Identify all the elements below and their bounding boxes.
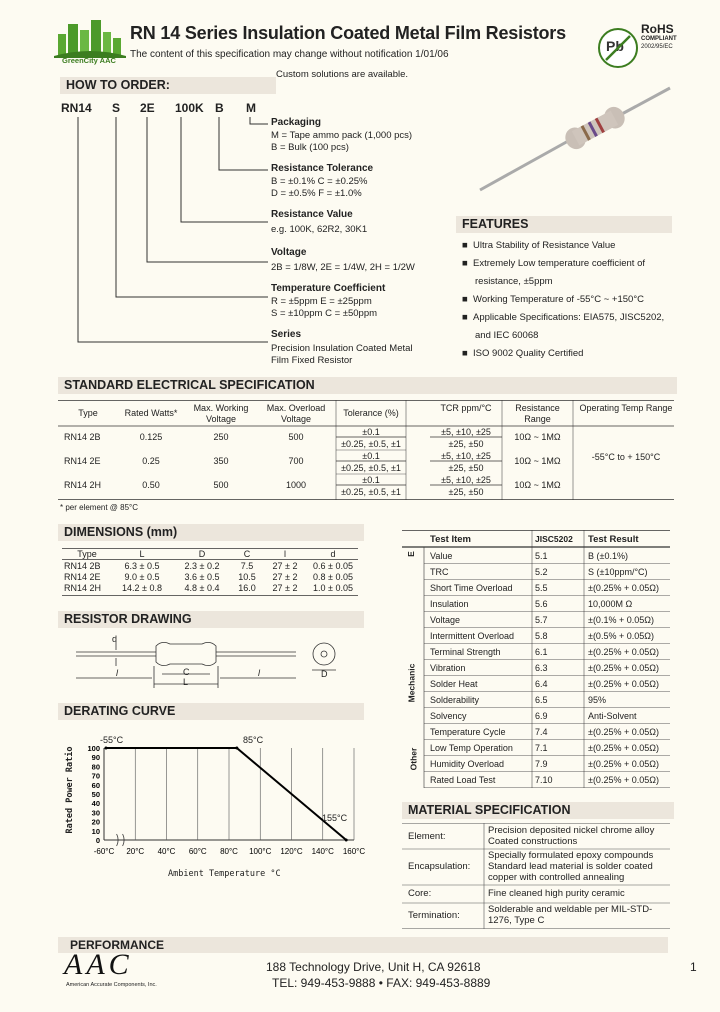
dim-row-D: 3.6 ± 0.5: [184, 572, 220, 582]
resistor-photo: [460, 80, 680, 200]
dim-row-C: 10.5: [238, 572, 256, 582]
test-result: ±(0.1% + 0.05Ω): [588, 615, 654, 625]
material-heading: [402, 802, 674, 819]
drawing-heading: [58, 611, 364, 628]
order-group-line: M = Tape ammo pack (1,000 pcs): [271, 130, 413, 141]
x-tick-label: 40°C: [157, 847, 176, 856]
custom-text: Custom solutions are available.: [276, 69, 409, 80]
y-tick-label: 90: [91, 753, 100, 763]
el-row-tol2: ±0.25, ±0.5, ±1: [341, 439, 401, 449]
feature-text: Ultra Stability of Resistance Value: [473, 240, 616, 251]
chart-label-hot: 85°C: [243, 735, 264, 745]
x-tick-label: 60°C: [188, 847, 207, 856]
drawing-label-l1: l: [116, 668, 118, 678]
el-col-temp: Operating Temp Range: [579, 403, 673, 413]
resistor-dimension-drawing: [66, 632, 362, 694]
el-row-tcr1: ±5, ±10, ±25: [441, 427, 491, 437]
material-line: Specially formulated epoxy compounds: [488, 850, 654, 861]
material-line: Standard lead material is solder coated: [488, 861, 653, 872]
dimensions-heading: [58, 524, 364, 541]
notice-text: The content of this specification may change without notification 1/01/06: [130, 49, 449, 60]
dim-col-type: Type: [77, 549, 97, 559]
test-item: Terminal Strength: [430, 647, 501, 657]
order-group-title: Temperature Coefficient: [271, 283, 386, 294]
material-line: Solderable and weldable per MIL-STD-: [488, 904, 653, 915]
test-jisc: 7.4: [535, 727, 548, 737]
order-code-tcr: S: [112, 101, 121, 115]
el-row-tcr2: ±25, ±50: [448, 487, 484, 497]
feature-item: ■ Applicable Specifications: EIA575, JISC5202,: [462, 312, 665, 323]
x-tick-label: 100°C: [249, 847, 272, 856]
x-tick-label: 20°C: [126, 847, 145, 856]
feature-item: ■ ISO 9002 Quality Certified: [462, 348, 584, 359]
drawing-title: RESISTOR DRAWING: [64, 612, 192, 626]
dim-row-l: 27 ± 2: [272, 561, 298, 571]
feature-item: ■ Working Temperature of -55°C ~ +150°C: [462, 294, 644, 305]
order-group-line: D = ±0.5% F = ±1.0%: [271, 188, 362, 199]
electrical-table: [58, 400, 674, 500]
el-col-working: Max. Working Voltage: [193, 403, 249, 424]
el-row-range: 10Ω ~ 1MΩ: [514, 432, 561, 442]
y-tick-label: 80: [91, 762, 100, 772]
el-row-tol2: ±0.25, ±0.5, ±1: [341, 463, 401, 473]
material-line: 1276, Type C: [488, 915, 545, 926]
material-table: [402, 823, 670, 929]
material-line: Precision deposited nickel chrome alloy: [488, 825, 655, 836]
dim-row-d: 0.8 ± 0.05: [313, 572, 353, 582]
drawing-label-c: C: [183, 667, 190, 677]
dim-col-L: L: [139, 549, 145, 559]
el-row-watts: 0.50: [142, 480, 160, 490]
el-row-watts: 0.125: [139, 432, 163, 442]
el-temp-range: -55°C to + 150°C: [591, 452, 661, 462]
dim-col-d: d: [330, 549, 336, 559]
test-jisc: 7.9: [535, 759, 548, 769]
order-code-series: RN14: [61, 101, 92, 115]
order-code-value: 100K: [175, 101, 204, 115]
derating-point: [104, 747, 107, 750]
rohs-label: RoHS: [641, 22, 674, 36]
el-row-tcr1: ±5, ±10, ±25: [441, 475, 491, 485]
chart-label-cold: -55°C: [100, 735, 124, 745]
test-item: Voltage: [430, 615, 461, 625]
derating-series-line: [106, 748, 346, 840]
material-label: Encapsulation:: [408, 861, 471, 872]
test-item: Solder Heat: [430, 679, 478, 689]
dim-row-type: RN14 2H: [64, 583, 102, 593]
derating-title: DERATING CURVE: [64, 704, 176, 718]
test-item: Rated Load Test: [430, 775, 496, 785]
order-group-line: e.g. 100K, 62R2, 30K1: [271, 224, 368, 235]
dim-row-d: 1.0 ± 0.05: [313, 583, 353, 593]
x-tick-label: -60°C: [93, 847, 115, 856]
el-row-overload: 700: [288, 456, 304, 466]
test-jisc: 5.6: [535, 599, 548, 609]
test-jisc: 6.3: [535, 663, 548, 673]
feature-item: ■ Ultra Stability of Resistance Value: [462, 240, 616, 251]
test-result: ±(0.25% + 0.05Ω): [588, 743, 659, 753]
test-item: Low Temp Operation: [430, 743, 513, 753]
el-row-overload: 500: [288, 432, 304, 442]
test-result: ±(0.25% + 0.05Ω): [588, 679, 659, 689]
order-code-voltage: 2E: [140, 101, 155, 115]
el-col-type: Type: [78, 408, 98, 418]
drawing-label-L: L: [183, 677, 189, 687]
order-code-packaging: M: [246, 101, 256, 115]
electrical-title: STANDARD ELECTRICAL SPECIFICATION: [64, 378, 315, 392]
test-result: ±(0.25% + 0.05Ω): [588, 663, 659, 673]
feature-item-cont: resistance, ±5ppm: [475, 276, 553, 287]
test-col-result: Test Result: [588, 534, 639, 545]
test-item: Solderability: [430, 695, 480, 705]
test-jisc: 7.10: [535, 775, 553, 785]
y-tick-label: 20: [91, 817, 100, 827]
feature-text: ISO 9002 Quality Certified: [473, 348, 584, 359]
order-group-line: S = ±10ppm C = ±50ppm: [271, 308, 378, 319]
material-label: Core:: [408, 888, 432, 899]
footer-phone: TEL: 949-453-9888 • FAX: 949-453-8889: [272, 976, 491, 990]
dim-row-D: 4.8 ± 0.4: [184, 583, 220, 593]
chart-ylabel: Rated Power Ratio: [65, 746, 75, 834]
dimensions-table: [62, 548, 358, 596]
dim-col-l: l: [284, 549, 286, 559]
test-result: B (±0.1%): [588, 551, 628, 561]
drawing-label-D: D: [321, 669, 328, 679]
dim-row-L: 14.2 ± 0.8: [122, 583, 162, 593]
test-result: 95%: [588, 695, 607, 705]
el-col-range: Resistance Range: [515, 403, 560, 424]
page-number: 1: [690, 960, 697, 974]
order-code-tolerance: B: [215, 101, 224, 115]
el-col-overload: Max. Overload Voltage: [266, 403, 326, 424]
rohs-compliant: COMPLIANT: [641, 36, 677, 42]
order-group-title: Voltage: [271, 247, 307, 258]
el-row-watts: 0.25: [142, 456, 160, 466]
el-row-overload: 1000: [285, 480, 307, 490]
el-row-tcr2: ±25, ±50: [448, 439, 484, 449]
test-jisc: 5.2: [535, 567, 548, 577]
el-row-tol1: ±0.1: [362, 451, 380, 461]
footer-performance: PERFORMANCE: [70, 938, 165, 952]
test-item: Temperature Cycle: [430, 727, 506, 737]
dim-col-D: D: [198, 549, 206, 559]
feature-text: Working Temperature of -55°C ~ +150°C: [473, 294, 644, 305]
test-jisc: 6.4: [535, 679, 548, 689]
footer-address: 188 Technology Drive, Unit H, CA 92618: [266, 960, 481, 974]
test-item: Solvency: [430, 711, 467, 721]
test-jisc: 5.1: [535, 551, 548, 561]
page-title: RN 14 Series Insulation Coated Metal Film Resistors: [130, 23, 566, 43]
test-item: TRC: [430, 567, 449, 577]
order-group-title: Series: [271, 329, 302, 340]
derating-heading: [58, 703, 364, 720]
y-tick-label: 70: [91, 771, 100, 781]
el-col-tcr: TCR ppm/°C: [440, 403, 492, 413]
el-row-type: RN14 2B: [64, 432, 101, 442]
y-tick-label: 30: [91, 808, 100, 818]
electrical-heading: [58, 377, 677, 394]
drawing-label-d: d: [112, 634, 118, 644]
dim-row-D: 2.3 ± 0.2: [184, 561, 220, 571]
test-result: S (±10ppm/°C): [588, 567, 648, 577]
test-jisc: 6.1: [535, 647, 548, 657]
rohs-directive: 2002/95/EC: [641, 44, 673, 50]
dim-row-l: 27 ± 2: [272, 583, 298, 593]
feature-item: ■ Extremely Low temperature coefficient of: [462, 258, 645, 269]
test-jisc: 6.9: [535, 711, 548, 721]
dim-row-L: 9.0 ± 0.5: [124, 572, 160, 582]
test-result: ±(0.25% + 0.05Ω): [588, 583, 659, 593]
order-group-title: Packaging: [271, 117, 322, 128]
order-group-title: Resistance Value: [271, 209, 353, 220]
el-row-working: 500: [213, 480, 229, 490]
test-item: Vibration: [430, 663, 466, 673]
test-result: ±(0.25% + 0.05Ω): [588, 727, 659, 737]
how-to-order-title: HOW TO ORDER:: [66, 78, 170, 92]
test-jisc: 5.5: [535, 583, 548, 593]
feature-item-cont: and IEC 60068: [475, 330, 539, 341]
el-row-tcr1: ±5, ±10, ±25: [441, 451, 491, 461]
test-result: ±(0.25% + 0.05Ω): [588, 647, 659, 657]
order-group-line: B = ±0.1% C = ±0.25%: [271, 176, 368, 187]
x-tick-label: 80°C: [220, 847, 238, 856]
dimensions-title: DIMENSIONS (mm): [64, 525, 178, 539]
el-col-watts: Rated Watts*: [124, 408, 178, 418]
test-col-item: Test Item: [430, 534, 472, 545]
dim-col-C: C: [243, 549, 251, 559]
dim-row-type: RN14 2B: [64, 561, 101, 571]
test-table: [402, 530, 670, 788]
pb-label: Pb: [606, 38, 624, 54]
dim-row-L: 6.3 ± 0.5: [124, 561, 160, 571]
order-group-title: Resistance Tolerance: [271, 163, 374, 174]
order-group-line: Film Fixed Resistor: [271, 355, 353, 366]
material-line: Coated constructions: [488, 836, 578, 847]
el-row-working: 350: [213, 456, 229, 466]
el-col-tolerance: Tolerance (%): [343, 408, 399, 418]
logo-text: GreenCity AAC: [62, 56, 116, 65]
el-row-range: 10Ω ~ 1MΩ: [514, 480, 561, 490]
dim-row-C: 7.5: [240, 561, 254, 571]
material-label: Termination:: [408, 910, 460, 921]
material-label: Element:: [408, 831, 446, 842]
material-line: Fine cleaned high purity ceramic: [488, 888, 625, 899]
drawing-label-l2: l: [258, 668, 260, 678]
el-row-range: 10Ω ~ 1MΩ: [514, 456, 561, 466]
material-title: MATERIAL SPECIFICATION: [408, 803, 571, 817]
test-jisc: 5.8: [535, 631, 548, 641]
chart-xlabel: Ambient Temperature °C: [168, 869, 281, 879]
order-group-line: R = ±5ppm E = ±25ppm: [271, 296, 372, 307]
test-result: ±(0.25% + 0.05Ω): [588, 759, 659, 769]
test-jisc: 5.7: [535, 615, 548, 625]
order-group-line: 2B = 1/8W, 2E = 1/4W, 2H = 1/2W: [271, 262, 415, 273]
test-result: ±(0.5% + 0.05Ω): [588, 631, 654, 641]
el-row-working: 250: [213, 432, 229, 442]
feature-text: Extremely Low temperature coefficient of: [473, 258, 645, 269]
derating-chart: [58, 730, 368, 880]
x-tick-label: 160°C: [342, 847, 366, 856]
features-title: FEATURES: [462, 217, 529, 231]
y-tick-label: 40: [91, 799, 100, 809]
y-tick-label: 50: [91, 790, 100, 799]
y-tick-label: 10: [91, 826, 100, 836]
footer-logo: AAC: [64, 948, 133, 981]
test-item: Insulation: [430, 599, 469, 609]
test-item: Short Time Overload: [430, 583, 513, 593]
group-label-mechanic: Mechanic: [406, 663, 417, 703]
y-tick-label: 100: [87, 744, 100, 753]
dim-row-d: 0.6 ± 0.05: [313, 561, 353, 571]
order-group-line: B = Bulk (100 pcs): [271, 142, 349, 153]
derating-point: [235, 747, 238, 750]
test-jisc: 7.1: [535, 743, 548, 753]
el-row-tcr2: ±25, ±50: [448, 463, 484, 473]
test-col-jis: JISC5202: [535, 534, 573, 544]
x-tick-label: 140°C: [311, 847, 334, 856]
group-label-other: Other: [408, 747, 419, 771]
el-row-type: RN14 2E: [64, 456, 101, 466]
footer-logo-sub: American Accurate Components, Inc.: [66, 982, 157, 988]
y-tick-label: 60: [91, 780, 100, 790]
chart-label-max: 155°C: [322, 813, 348, 823]
group-label-e: E: [405, 551, 416, 557]
dim-row-C: 16.0: [238, 583, 256, 593]
test-item: Humidity Overload: [430, 759, 505, 769]
order-group-line: Precision Insulation Coated Metal: [271, 343, 413, 354]
test-jisc: 6.5: [535, 695, 548, 705]
el-row-tol2: ±0.25, ±0.5, ±1: [341, 487, 401, 497]
dim-row-type: RN14 2E: [64, 572, 101, 582]
y-tick-label: 0: [95, 836, 100, 845]
test-item: Value: [430, 551, 453, 561]
test-result: ±(0.25% + 0.05Ω): [588, 775, 659, 785]
el-row-type: RN14 2H: [64, 480, 102, 490]
features-heading: [456, 216, 672, 233]
electrical-footnote: * per element @ 85°C: [60, 503, 139, 512]
x-tick-label: 120°C: [280, 847, 303, 856]
material-line: copper with controlled annealing: [488, 872, 625, 883]
feature-text: Applicable Specifications: EIA575, JISC5202,: [473, 312, 665, 323]
el-row-tol1: ±0.1: [362, 427, 380, 437]
test-result: Anti-Solvent: [588, 711, 637, 721]
test-item: Intermittent Overload: [430, 631, 515, 641]
el-row-tol1: ±0.1: [362, 475, 380, 485]
test-result: 10,000M Ω: [588, 599, 633, 609]
derating-point: [345, 839, 348, 842]
dim-row-l: 27 ± 2: [272, 572, 298, 582]
